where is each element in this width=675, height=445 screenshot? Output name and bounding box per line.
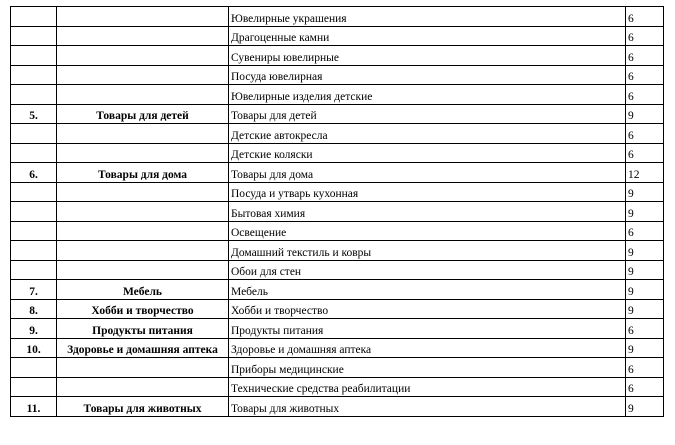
subcategory-name: Детские коляски — [229, 143, 626, 163]
row-number: 5. — [11, 104, 57, 124]
category-name — [57, 85, 229, 105]
table-row — [11, 319, 664, 339]
table-row — [11, 358, 664, 378]
subcategory-name: Хобби и творчество — [229, 299, 626, 319]
table-row — [11, 397, 664, 417]
category-name: Продукты питания — [57, 319, 229, 339]
category-name — [57, 241, 229, 261]
row-number — [11, 377, 57, 397]
table-row — [11, 143, 664, 163]
subcategory-name: Технические средства реабилитации — [229, 377, 626, 397]
category-name — [57, 358, 229, 378]
subcategory-count: 9 — [626, 202, 664, 222]
subcategory-name: Освещение — [229, 221, 626, 241]
category-name — [57, 260, 229, 280]
category-name — [57, 46, 229, 66]
table-row — [11, 65, 664, 85]
subcategory-count: 6 — [626, 26, 664, 46]
category-name — [57, 202, 229, 222]
subcategory-name: Товары для детей — [229, 104, 626, 124]
subcategory-name: Ювелирные украшения — [229, 7, 626, 27]
category-name: Товары для детей — [57, 104, 229, 124]
row-number — [11, 7, 57, 27]
table-row — [11, 299, 664, 319]
subcategory-name: Приборы медицинские — [229, 358, 626, 378]
row-number: 7. — [11, 280, 57, 300]
row-number: 8. — [11, 299, 57, 319]
subcategory-name: Детские автокресла — [229, 124, 626, 144]
subcategory-count: 9 — [626, 241, 664, 261]
subcategory-name: Драгоценные камни — [229, 26, 626, 46]
table-row — [11, 26, 664, 46]
row-number — [11, 65, 57, 85]
subcategory-count: 6 — [626, 319, 664, 339]
subcategory-count: 6 — [626, 85, 664, 105]
category-name — [57, 124, 229, 144]
row-number — [11, 26, 57, 46]
table-row — [11, 221, 664, 241]
category-name — [57, 7, 229, 27]
subcategory-count: 6 — [626, 124, 664, 144]
subcategory-count: 6 — [626, 7, 664, 27]
category-name: Товары для дома — [57, 163, 229, 183]
subcategory-count: 6 — [626, 65, 664, 85]
table-row — [11, 202, 664, 222]
subcategory-name: Посуда ювелирная — [229, 65, 626, 85]
subcategory-count: 9 — [626, 182, 664, 202]
table-row — [11, 46, 664, 66]
row-number — [11, 143, 57, 163]
row-number — [11, 241, 57, 261]
subcategory-name: Посуда и утварь кухонная — [229, 182, 626, 202]
category-name — [57, 221, 229, 241]
row-number — [11, 124, 57, 144]
row-number: 9. — [11, 319, 57, 339]
subcategory-count: 6 — [626, 377, 664, 397]
category-name: Хобби и творчество — [57, 299, 229, 319]
subcategory-count: 6 — [626, 358, 664, 378]
category-table — [10, 6, 664, 417]
table-row — [11, 377, 664, 397]
category-name: Товары для животных — [57, 397, 229, 417]
subcategory-count: 9 — [626, 260, 664, 280]
category-name: Здоровье и домашняя аптека — [57, 338, 229, 358]
table-row — [11, 338, 664, 358]
row-number — [11, 46, 57, 66]
subcategory-count: 12 — [626, 163, 664, 183]
row-number — [11, 260, 57, 280]
row-number — [11, 221, 57, 241]
subcategory-name: Мебель — [229, 280, 626, 300]
table-row — [11, 182, 664, 202]
subcategory-count: 9 — [626, 338, 664, 358]
subcategory-name: Домашний текстиль и ковры — [229, 241, 626, 261]
subcategory-name: Продукты питания — [229, 319, 626, 339]
subcategory-name: Ювелирные изделия детские — [229, 85, 626, 105]
row-number: 10. — [11, 338, 57, 358]
subcategory-count: 9 — [626, 280, 664, 300]
subcategory-count: 6 — [626, 143, 664, 163]
subcategory-name: Обои для стен — [229, 260, 626, 280]
table-row — [11, 7, 664, 27]
subcategory-name: Сувениры ювелирные — [229, 46, 626, 66]
subcategory-count: 6 — [626, 221, 664, 241]
subcategory-name: Бытовая химия — [229, 202, 626, 222]
row-number: 11. — [11, 397, 57, 417]
row-number — [11, 358, 57, 378]
row-number — [11, 182, 57, 202]
table-row — [11, 124, 664, 144]
subcategory-count: 9 — [626, 299, 664, 319]
subcategory-count: 9 — [626, 397, 664, 417]
category-name: Мебель — [57, 280, 229, 300]
table-row — [11, 260, 664, 280]
subcategory-name: Товары для дома — [229, 163, 626, 183]
table-row — [11, 104, 664, 124]
category-name — [57, 26, 229, 46]
subcategory-name: Товары для животных — [229, 397, 626, 417]
subcategory-count: 6 — [626, 46, 664, 66]
subcategory-count: 9 — [626, 104, 664, 124]
row-number: 6. — [11, 163, 57, 183]
category-table-body — [11, 7, 664, 417]
table-row — [11, 163, 664, 183]
table-row — [11, 85, 664, 105]
table-row — [11, 280, 664, 300]
row-number — [11, 202, 57, 222]
row-number — [11, 85, 57, 105]
table-row — [11, 241, 664, 261]
category-name — [57, 377, 229, 397]
category-name — [57, 143, 229, 163]
category-name — [57, 182, 229, 202]
subcategory-name: Здоровье и домашняя аптека — [229, 338, 626, 358]
category-name — [57, 65, 229, 85]
